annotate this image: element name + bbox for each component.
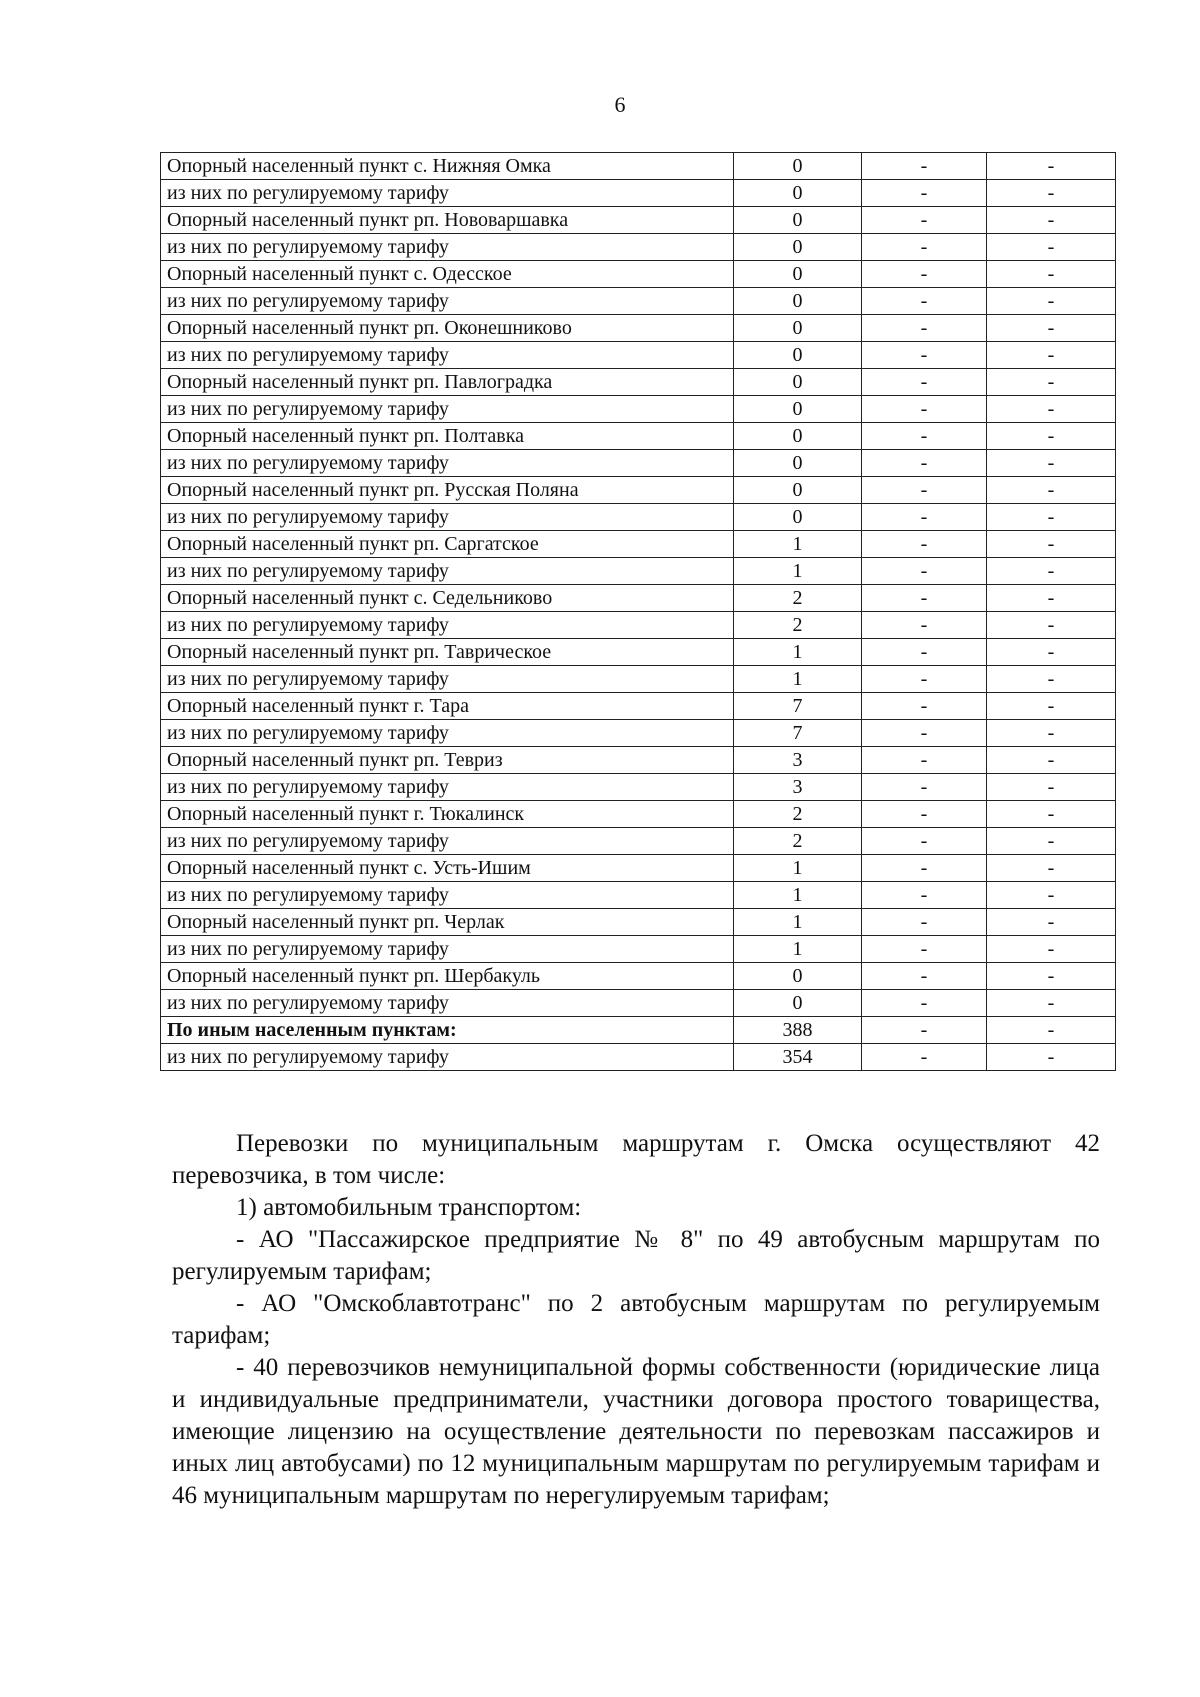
row-count: 7 [734,720,862,747]
table-row [161,990,1116,1017]
row-col3: - [862,261,987,288]
row-count: 1 [734,936,862,963]
row-col4: - [987,1017,1116,1044]
row-col3: - [862,666,987,693]
row-count: 1 [734,639,862,666]
table-row [161,747,1116,774]
row-col4: - [987,855,1116,882]
row-label: Опорный населенный пункт с. Одесское [161,261,734,288]
row-label: Опорный населенный пункт рп. Саргатское [161,531,734,558]
row-count: 0 [734,504,862,531]
table-row [161,261,1116,288]
row-label: Опорный населенный пункт рп. Русская Поляна [161,477,734,504]
row-col4: - [987,666,1116,693]
row-col4: - [987,828,1116,855]
row-label: Опорный населенный пункт рп. Оконешниково [161,315,734,342]
table-row [161,531,1116,558]
page-number: 6 [614,92,626,117]
row-label: Опорный населенный пункт рп. Шербакуль [161,963,734,990]
row-count: 0 [734,315,862,342]
row-label: из них по регулируемому тарифу [161,990,734,1017]
table-row [161,909,1116,936]
row-col3: - [862,504,987,531]
row-count: 0 [734,234,862,261]
row-col3: - [862,369,987,396]
row-label: Опорный населенный пункт рп. Павлоградка [161,369,734,396]
row-col3: - [862,477,987,504]
row-col3: - [862,180,987,207]
row-label: Опорный населенный пункт с. Нижняя Омка [161,153,734,180]
row-label: Опорный населенный пункт рп. Нововаршавка [161,207,734,234]
table-row [161,342,1116,369]
row-col4: - [987,963,1116,990]
table-row [161,1044,1116,1071]
row-label: Опорный населенный пункт с. Седельниково [161,585,734,612]
row-col3: - [862,1017,987,1044]
row-col3: - [862,963,987,990]
row-label: Опорный населенный пункт рп. Черлак [161,909,734,936]
row-count: 1 [734,855,862,882]
row-col4: - [987,558,1116,585]
table-row [161,1017,1116,1044]
row-col3: - [862,585,987,612]
row-count: 0 [734,990,862,1017]
table-row [161,153,1116,180]
table-row [161,207,1116,234]
table-row [161,396,1116,423]
row-label: из них по регулируемому тарифу [161,828,734,855]
row-col4: - [987,153,1116,180]
table-body [161,153,1116,1071]
row-count: 3 [734,774,862,801]
row-col4: - [987,423,1116,450]
paragraph-intro: Перевозки по муниципальным маршрутам г. Омска осуществляют 42 перевозчика, в том числе: [172,1130,1100,1189]
row-col3: - [862,909,987,936]
row-count: 388 [734,1017,862,1044]
table-row [161,234,1116,261]
paragraph-auto-transport: 1) автомобильным транспортом: [236,1194,582,1221]
row-col3: - [862,450,987,477]
table-row [161,882,1116,909]
row-col3: - [862,990,987,1017]
table-row [161,639,1116,666]
row-col4: - [987,477,1116,504]
row-col3: - [862,558,987,585]
row-col4: - [987,585,1116,612]
table-row [161,585,1116,612]
table-row [161,423,1116,450]
table-row [161,963,1116,990]
row-count: 2 [734,585,862,612]
row-col4: - [987,504,1116,531]
row-count: 1 [734,531,862,558]
row-col3: - [862,396,987,423]
table-row [161,504,1116,531]
row-label: Опорный населенный пункт рп. Тевриз [161,747,734,774]
row-label: Опорный населенный пункт с. Усть-Ишим [161,855,734,882]
row-col4: - [987,396,1116,423]
row-count: 0 [734,207,862,234]
row-label: из них по регулируемому тарифу [161,288,734,315]
row-col3: - [862,693,987,720]
row-count: 1 [734,909,862,936]
row-col3: - [862,936,987,963]
row-col3: - [862,882,987,909]
row-col3: - [862,828,987,855]
row-col3: - [862,423,987,450]
row-label: Опорный населенный пункт рп. Полтавка [161,423,734,450]
paragraph-ao-pp8: - АО "Пассажирское предприятие № 8" по 49 автобусным маршрутам по регулируемым тарифам; [172,1226,1100,1285]
table-row [161,180,1116,207]
row-col3: - [862,720,987,747]
table-row [161,612,1116,639]
row-col4: - [987,639,1116,666]
row-label: из них по регулируемому тарифу [161,936,734,963]
row-label: из них по регулируемому тарифу [161,234,734,261]
row-count: 0 [734,261,862,288]
row-col3: - [862,639,987,666]
row-col3: - [862,315,987,342]
row-col4: - [987,801,1116,828]
row-label: По иным населенным пунктам: [161,1017,734,1044]
row-count: 0 [734,180,862,207]
row-count: 1 [734,558,862,585]
row-col3: - [862,207,987,234]
row-col4: - [987,315,1116,342]
row-count: 0 [734,153,862,180]
row-col4: - [987,1044,1116,1071]
row-count: 354 [734,1044,862,1071]
row-col4: - [987,936,1116,963]
table-row [161,288,1116,315]
row-col3: - [862,1044,987,1071]
body-text [172,1128,1100,1512]
row-col4: - [987,342,1116,369]
row-count: 2 [734,612,862,639]
row-col4: - [987,531,1116,558]
row-count: 0 [734,369,862,396]
table-row [161,315,1116,342]
row-col3: - [862,801,987,828]
table-row [161,828,1116,855]
row-label: из них по регулируемому тарифу [161,774,734,801]
row-col4: - [987,990,1116,1017]
paragraph-ao-omskoblavtotrans: - АО "Омскоблавтотранс" по 2 автобусным маршрутам по регулируемым тарифам; [172,1290,1100,1349]
row-col3: - [862,774,987,801]
row-count: 2 [734,801,862,828]
row-col4: - [987,288,1116,315]
row-col4: - [987,180,1116,207]
row-count: 3 [734,747,862,774]
row-label: из них по регулируемому тарифу [161,558,734,585]
table-row [161,720,1116,747]
row-count: 0 [734,288,862,315]
row-col3: - [862,612,987,639]
table-row [161,693,1116,720]
row-count: 0 [734,423,862,450]
row-col4: - [987,234,1116,261]
row-col4: - [987,612,1116,639]
row-col4: - [987,774,1116,801]
row-col3: - [862,855,987,882]
row-col4: - [987,720,1116,747]
row-label: из них по регулируемому тарифу [161,720,734,747]
row-label: из них по регулируемому тарифу [161,666,734,693]
row-col4: - [987,450,1116,477]
row-label: Опорный населенный пункт рп. Таврическое [161,639,734,666]
row-count: 1 [734,666,862,693]
row-label: из них по регулируемому тарифу [161,180,734,207]
row-count: 0 [734,450,862,477]
row-label: Опорный населенный пункт г. Тюкалинск [161,801,734,828]
row-label: из них по регулируемому тарифу [161,1044,734,1071]
row-col4: - [987,693,1116,720]
table-row [161,369,1116,396]
row-col3: - [862,531,987,558]
table-row [161,855,1116,882]
row-label: из них по регулируемому тарифу [161,342,734,369]
table-row [161,774,1116,801]
row-label: из них по регулируемому тарифу [161,882,734,909]
row-count: 0 [734,477,862,504]
row-col3: - [862,153,987,180]
row-count: 7 [734,693,862,720]
paragraph-private-carriers: - 40 перевозчиков немуниципальной формы собственности (юридические лица и индивидуальные предприниматели, участники договора простого товарищества, имеющие лицензию на осуществление деятельности по перевозкам пассажиров и иных лиц автобусами) по 12 муниципальным маршрутам по регулируемым тарифам и 46 муниципальным маршрутам по нерегулируемым тарифам; [172,1354,1100,1509]
row-col3: - [862,288,987,315]
row-col4: - [987,909,1116,936]
row-col4: - [987,369,1116,396]
table-row [161,936,1116,963]
row-col4: - [987,261,1116,288]
table-row [161,477,1116,504]
row-col4: - [987,207,1116,234]
row-label: Опорный населенный пункт г. Тара [161,693,734,720]
carriers-table [160,152,1116,1071]
row-col4: - [987,747,1116,774]
row-label: из них по регулируемому тарифу [161,450,734,477]
row-count: 1 [734,882,862,909]
row-col3: - [862,234,987,261]
table-row [161,666,1116,693]
table-row [161,801,1116,828]
row-count: 2 [734,828,862,855]
row-label: из них по регулируемому тарифу [161,612,734,639]
row-col4: - [987,882,1116,909]
row-col3: - [862,342,987,369]
row-count: 0 [734,396,862,423]
row-label: из них по регулируемому тарифу [161,504,734,531]
table-row [161,450,1116,477]
table-row [161,558,1116,585]
row-col3: - [862,747,987,774]
row-count: 0 [734,342,862,369]
row-label: из них по регулируемому тарифу [161,396,734,423]
row-count: 0 [734,963,862,990]
